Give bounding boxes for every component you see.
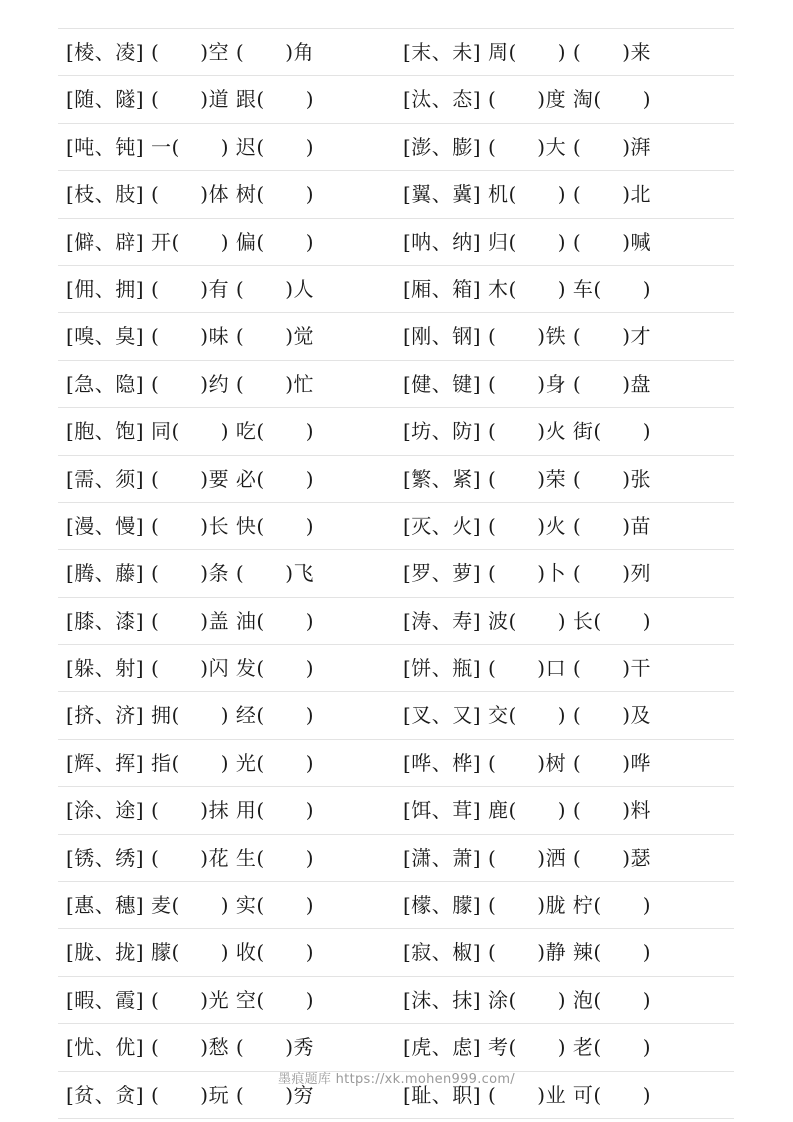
exercise-left-item: [需、须] ( )要 必( ): [66, 466, 315, 491]
exercise-left-item: [惠、穗] 麦( ) 实( ): [66, 893, 315, 918]
exercise-right-item: [刚、钢] ( )铁 ( )才: [403, 324, 652, 349]
exercise-row: [58, 456, 734, 503]
exercise-row: [58, 266, 734, 313]
exercise-left-item: [锈、绣] ( )花 生( ): [66, 845, 315, 870]
exercise-row: [58, 171, 734, 218]
exercise-row: [58, 882, 734, 929]
exercise-right-item: [叉、又] 交( ) ( )及: [403, 703, 652, 728]
exercise-right-item: [哗、桦] ( )树 ( )哗: [403, 750, 652, 775]
exercise-row: [58, 598, 734, 645]
exercise-left-item: [漫、慢] ( )长 快( ): [66, 513, 315, 538]
exercise-right-item: [灭、火] ( )火 ( )苗: [403, 513, 652, 538]
exercise-left-item: [僻、辟] 开( ) 偏( ): [66, 229, 315, 254]
exercise-right-item: [坊、防] ( )火 街( ): [403, 419, 652, 444]
exercise-right-item: [潇、萧] ( )洒 ( )瑟: [403, 845, 652, 870]
exercise-row: [58, 692, 734, 739]
exercise-right-item: [末、未] 周( ) ( )来: [403, 40, 652, 64]
exercise-left-item: [随、隧] ( )道 跟( ): [66, 87, 315, 112]
exercise-row: [58, 29, 734, 76]
exercise-left-item: [躲、射] ( )闪 发( ): [66, 656, 315, 681]
exercise-left-item: [忧、优] ( )愁 ( )秀: [66, 1035, 315, 1060]
exercise-right-item: [檬、朦] ( )胧 柠( ): [403, 893, 652, 918]
exercise-row: [58, 503, 734, 550]
exercise-right-item: [汰、态] ( )度 淘( ): [403, 87, 652, 112]
exercise-left-item: [暇、霞] ( )光 空( ): [66, 987, 315, 1012]
exercise-right-item: [涛、寿] 波( ) 长( ): [403, 608, 652, 633]
exercise-right-item: [耻、职] ( )业 可( ): [403, 1082, 652, 1107]
exercise-right-item: [虎、虑] 考( ) 老( ): [403, 1035, 652, 1060]
exercise-row: [58, 1024, 734, 1071]
exercise-right-item: [呐、纳] 归( ) ( )喊: [403, 229, 652, 254]
exercise-right-item: [饵、茸] 鹿( ) ( )料: [403, 798, 652, 823]
exercise-row: [58, 550, 734, 597]
exercise-right-item: [澎、膨] ( )大 ( )湃: [403, 134, 652, 159]
exercise-left-item: [佣、拥] ( )有 ( )人: [66, 276, 315, 301]
exercise-sheet: [58, 28, 734, 1119]
exercise-right-item: [寂、椒] ( )静 辣( ): [403, 940, 652, 965]
exercise-row: [58, 219, 734, 266]
exercise-left-item: [辉、挥] 指( ) 光( ): [66, 750, 315, 775]
exercise-left-item: [胧、拢] 朦( ) 收( ): [66, 940, 315, 965]
exercise-row: [58, 977, 734, 1024]
exercise-left-item: [急、隐] ( )约 ( )忙: [66, 371, 315, 396]
exercise-row: [58, 645, 734, 692]
exercise-left-item: [贫、贪] ( )玩 ( )穷: [66, 1082, 315, 1107]
exercise-row: [58, 835, 734, 882]
watermark: 墨痕题库 https://xk.mohen999.com/: [278, 1072, 515, 1087]
exercise-right-item: [健、键] ( )身 ( )盘: [403, 371, 652, 396]
exercise-left-item: [棱、凌] ( )空 ( )角: [66, 40, 315, 64]
exercise-right-item: [饼、瓶] ( )口 ( )干: [403, 656, 652, 681]
exercise-left-item: [枝、肢] ( )体 树( ): [66, 182, 315, 207]
exercise-left-item: [吨、钝] 一( ) 迟( ): [66, 134, 315, 159]
exercise-right-item: [沫、抹] 涂( ) 泡( ): [403, 987, 652, 1012]
exercise-row: [58, 76, 734, 123]
exercise-row: [58, 929, 734, 976]
exercise-right-item: [翼、冀] 机( ) ( )北: [403, 182, 652, 207]
exercise-left-item: [涂、途] ( )抹 用( ): [66, 798, 315, 823]
exercise-row: [58, 740, 734, 787]
exercise-left-item: [膝、漆] ( )盖 油( ): [66, 608, 315, 633]
exercise-row: [58, 361, 734, 408]
exercise-left-item: [腾、藤] ( )条 ( )飞: [66, 561, 315, 586]
exercise-right-item: [厢、箱] 木( ) 车( ): [403, 276, 652, 301]
exercise-row: [58, 124, 734, 171]
exercise-left-item: [挤、济] 拥( ) 经( ): [66, 703, 315, 728]
exercise-row: [58, 313, 734, 360]
exercise-row: [58, 787, 734, 834]
exercise-right-item: [繁、紧] ( )荣 ( )张: [403, 466, 652, 491]
exercise-row: [58, 408, 734, 455]
exercise-right-item: [罗、萝] ( )卜 ( )列: [403, 561, 652, 586]
exercise-left-item: [嗅、臭] ( )味 ( )觉: [66, 324, 315, 349]
exercise-left-item: [胞、饱] 同( ) 吃( ): [66, 419, 315, 444]
